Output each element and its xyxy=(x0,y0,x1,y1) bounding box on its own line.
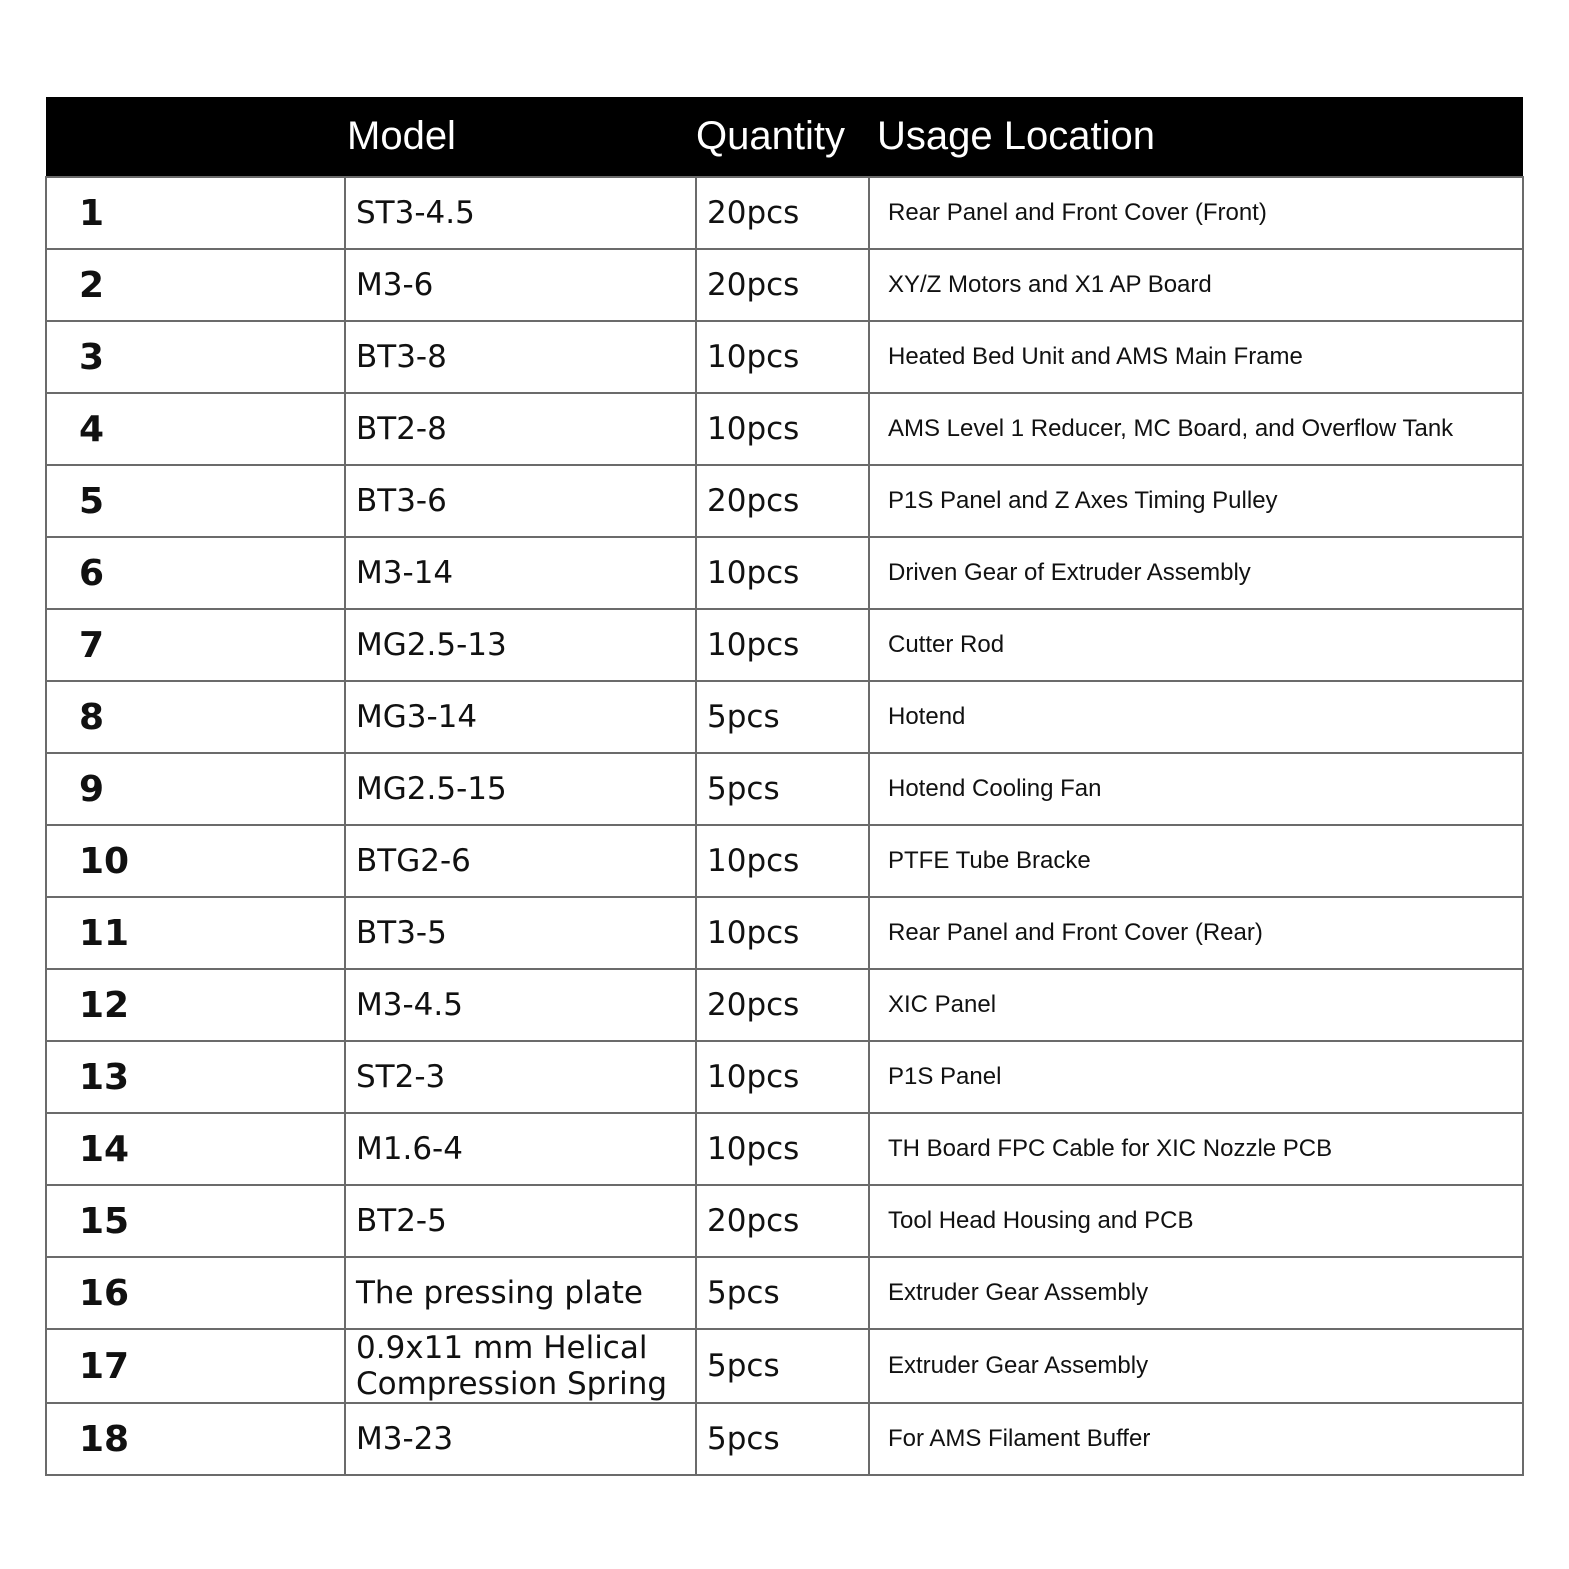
row-quantity: 5pcs xyxy=(696,681,869,753)
row-number: 2 xyxy=(46,249,345,321)
row-quantity: 10pcs xyxy=(696,825,869,897)
row-quantity: 5pcs xyxy=(696,1329,869,1403)
table-row xyxy=(46,249,1523,321)
row-number: 6 xyxy=(46,537,345,609)
row-model: The pressing plate xyxy=(345,1257,696,1329)
table-header-row xyxy=(46,97,1523,177)
table-row xyxy=(46,1257,1523,1329)
row-usage-location: Heated Bed Unit and AMS Main Frame xyxy=(869,321,1523,393)
table-row xyxy=(46,825,1523,897)
row-number: 1 xyxy=(46,177,345,249)
row-quantity: 10pcs xyxy=(696,1041,869,1113)
header-model: Model xyxy=(347,114,456,158)
parts-table xyxy=(45,97,1524,1476)
row-number: 4 xyxy=(46,393,345,465)
row-quantity: 20pcs xyxy=(696,249,869,321)
table-row xyxy=(46,609,1523,681)
row-quantity: 20pcs xyxy=(696,969,869,1041)
row-usage-location: P1S Panel xyxy=(869,1041,1523,1113)
row-model: MG2.5-13 xyxy=(345,609,696,681)
row-number: 8 xyxy=(46,681,345,753)
row-model: BT2-5 xyxy=(345,1185,696,1257)
row-usage-location: TH Board FPC Cable for XIC Nozzle PCB xyxy=(869,1113,1523,1185)
row-number: 18 xyxy=(46,1403,345,1475)
row-number: 15 xyxy=(46,1185,345,1257)
row-quantity: 20pcs xyxy=(696,465,869,537)
row-number: 16 xyxy=(46,1257,345,1329)
row-number: 12 xyxy=(46,969,345,1041)
table-row xyxy=(46,537,1523,609)
row-usage-location: Rear Panel and Front Cover (Front) xyxy=(869,177,1523,249)
row-number: 13 xyxy=(46,1041,345,1113)
table-row xyxy=(46,681,1523,753)
row-model: ST3-4.5 xyxy=(345,177,696,249)
row-model: MG2.5-15 xyxy=(345,753,696,825)
row-quantity: 5pcs xyxy=(696,1257,869,1329)
row-usage-location: XIC Panel xyxy=(869,969,1523,1041)
table-row xyxy=(46,465,1523,537)
row-quantity: 10pcs xyxy=(696,537,869,609)
row-usage-location: PTFE Tube Bracke xyxy=(869,825,1523,897)
row-quantity: 20pcs xyxy=(696,1185,869,1257)
row-quantity: 5pcs xyxy=(696,1403,869,1475)
row-number: 11 xyxy=(46,897,345,969)
row-quantity: 10pcs xyxy=(696,609,869,681)
row-model: MG3-14 xyxy=(345,681,696,753)
row-model: BT3-6 xyxy=(345,465,696,537)
row-number: 9 xyxy=(46,753,345,825)
row-quantity: 10pcs xyxy=(696,897,869,969)
row-usage-location: Hotend Cooling Fan xyxy=(869,753,1523,825)
row-model: M3-14 xyxy=(345,537,696,609)
row-usage-location: Cutter Rod xyxy=(869,609,1523,681)
row-usage-location: Tool Head Housing and PCB xyxy=(869,1185,1523,1257)
row-model: M3-23 xyxy=(345,1403,696,1475)
table-row xyxy=(46,1185,1523,1257)
row-model: BT3-5 xyxy=(345,897,696,969)
row-number: 7 xyxy=(46,609,345,681)
row-number: 14 xyxy=(46,1113,345,1185)
row-quantity: 10pcs xyxy=(696,1113,869,1185)
table-row xyxy=(46,177,1523,249)
header-quantity: Quantity xyxy=(696,114,845,158)
row-usage-location: XY/Z Motors and X1 AP Board xyxy=(869,249,1523,321)
row-usage-location: Rear Panel and Front Cover (Rear) xyxy=(869,897,1523,969)
header-number xyxy=(46,97,345,177)
row-quantity: 20pcs xyxy=(696,177,869,249)
table-row xyxy=(46,753,1523,825)
row-model: M3-4.5 xyxy=(345,969,696,1041)
parts-table-container xyxy=(45,97,1522,1476)
row-number: 17 xyxy=(46,1329,345,1403)
header-usage-location: Usage Location xyxy=(877,114,1155,158)
row-usage-location: Driven Gear of Extruder Assembly xyxy=(869,537,1523,609)
row-usage-location: Extruder Gear Assembly xyxy=(869,1329,1523,1403)
table-row xyxy=(46,1329,1523,1403)
row-model: M1.6-4 xyxy=(345,1113,696,1185)
row-usage-location: For AMS Filament Buffer xyxy=(869,1403,1523,1475)
table-row xyxy=(46,897,1523,969)
row-number: 10 xyxy=(46,825,345,897)
row-usage-location: Extruder Gear Assembly xyxy=(869,1257,1523,1329)
row-model: BT2-8 xyxy=(345,393,696,465)
row-quantity: 5pcs xyxy=(696,753,869,825)
table-row xyxy=(46,1403,1523,1475)
row-number: 5 xyxy=(46,465,345,537)
table-row xyxy=(46,1113,1523,1185)
table-row xyxy=(46,321,1523,393)
row-model: M3-6 xyxy=(345,249,696,321)
table-row xyxy=(46,969,1523,1041)
table-row xyxy=(46,393,1523,465)
row-quantity: 10pcs xyxy=(696,321,869,393)
row-usage-location: AMS Level 1 Reducer, MC Board, and Overflow Tank xyxy=(869,393,1523,465)
row-number: 3 xyxy=(46,321,345,393)
table-row xyxy=(46,1041,1523,1113)
row-usage-location: Hotend xyxy=(869,681,1523,753)
row-quantity: 10pcs xyxy=(696,393,869,465)
row-model: ST2-3 xyxy=(345,1041,696,1113)
row-model: BTG2-6 xyxy=(345,825,696,897)
row-usage-location: P1S Panel and Z Axes Timing Pulley xyxy=(869,465,1523,537)
row-model: 0.9x11 mm Helical Compression Spring xyxy=(345,1329,696,1403)
row-model: BT3-8 xyxy=(345,321,696,393)
